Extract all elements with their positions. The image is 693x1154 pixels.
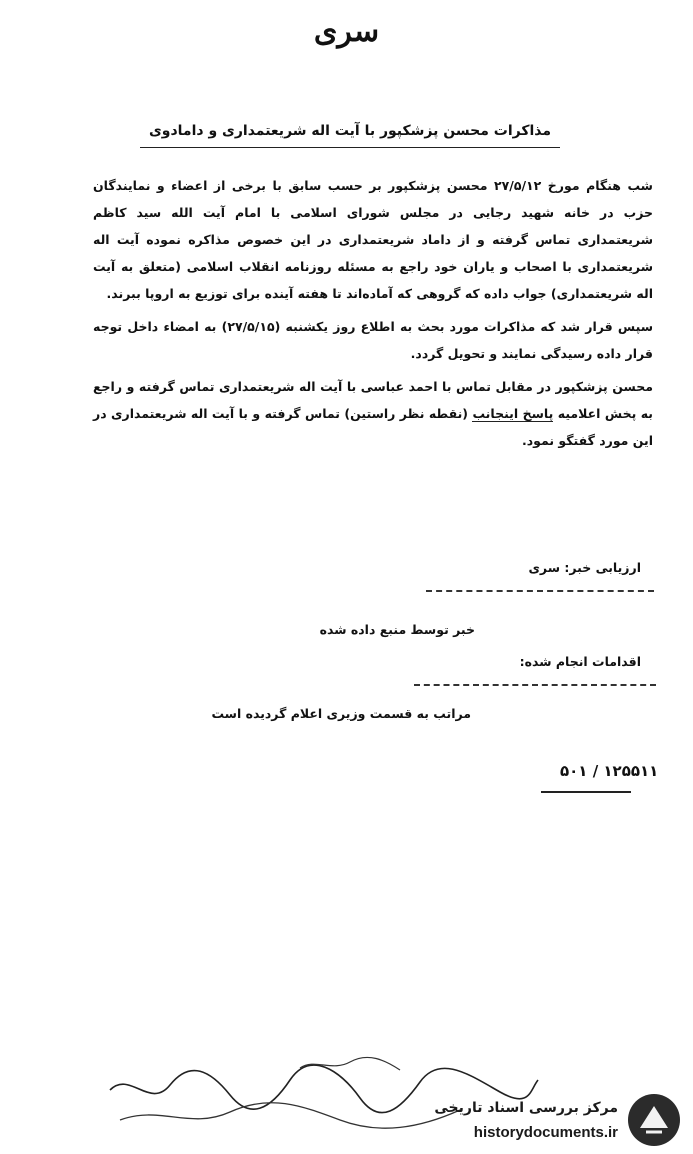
archive-watermark	[404, 1086, 684, 1152]
reference-underline	[541, 791, 631, 793]
notification-line: مراتب به قسمت وزیری اعلام گردیده است	[211, 706, 471, 721]
evaluation-line: ارزیابی خبر: سری	[528, 560, 641, 575]
paragraph-3	[93, 373, 653, 454]
paragraph-1: شب هنگام مورخ ۲۷/۵/۱۲ محسن پزشکپور بر حسب سابق با برخی از اعضاء و نمایندگان حزب در خانه شهید رجایی در مجلس شورای اسلامی با امام آیت الله سید کاظم شریعتمداری تماس گرفته و از داماد شریعتمداری در این خصوص مذاکره نموده آیت اله شریعتمداری با اصحاب و یاران خود راجع به مسئله روزنامه انقلاب اسلامی (متعلق به آیت اله شریعتمداری) جواب داده که گروهی که آماده‌اند تا هفته آینده برای توزیع به اروپا ببرند.	[93, 178, 653, 301]
subject-underline	[140, 147, 560, 148]
watermark-url: historydocuments.ir	[473, 1124, 618, 1141]
paragraph-3-underlined: پاسخ اینجانب	[472, 406, 554, 421]
paragraph-3-text-b: (نقطه نظر راستین) تماس گرفته و با آیت اله شریعتمداری در این مورد گفتگو نمود.	[93, 406, 653, 448]
action-line: اقدامات انجام شده:	[519, 654, 641, 669]
separator-dashed-1	[426, 590, 654, 592]
paragraph-3-text-a: محسن پزشکپور در مقابل تماس با احمد عباسی با آیت اله شریعتمداری تماس گرفته و راجع به پخش اعلامیه	[93, 379, 653, 421]
watermark-title: مرکز بررسی اسناد تاریخی	[434, 1100, 618, 1116]
document-classification-title: سری	[313, 14, 380, 49]
separator-dashed-2	[414, 684, 656, 686]
reference-number: ۵۰۱ / ۱۲۵۵۱۱	[560, 762, 659, 780]
document-body	[93, 172, 653, 454]
paragraph-2: سپس قرار شد که مذاکرات مورد بحث به اطلاع روز یکشنبه (۲۷/۵/۱۵) به امضاء داخل توجه قرار داده رسیدگی نمایند و تحویل گردد.	[93, 319, 653, 361]
source-line: خبر توسط منبع داده شده	[319, 622, 475, 637]
document-subject: مذاکرات محسن پزشکپور با آیت اله شریعتمداری و دامادوی	[148, 123, 552, 139]
archive-logo-icon	[626, 1092, 682, 1148]
